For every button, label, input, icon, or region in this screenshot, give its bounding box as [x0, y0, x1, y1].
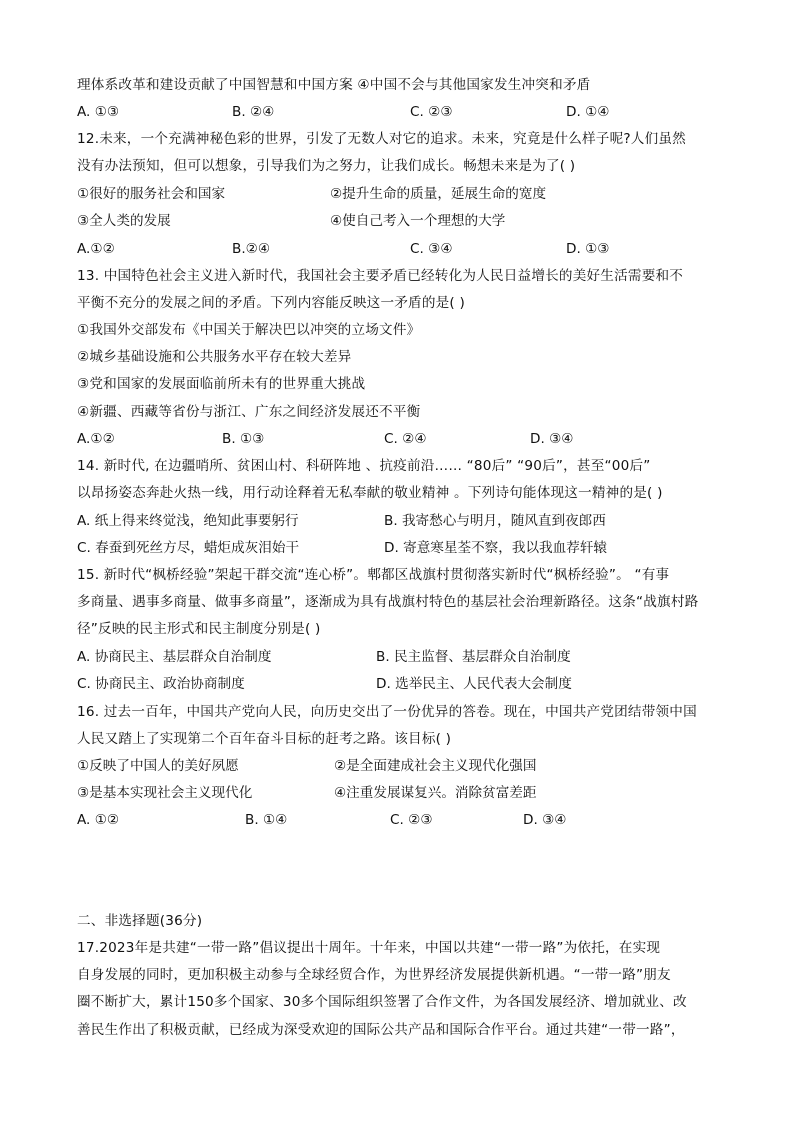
q12-item-1: ①很好的服务社会和国家	[77, 186, 226, 202]
q14-option-a: A. 纸上得来终觉浅，绝知此事要躬行	[77, 513, 299, 529]
q13-stem-line-2: 平衡不充分的发展之间的矛盾。下列内容能反映这一矛盾的是( )	[77, 295, 465, 311]
q17-line-1: 17.2023年是共建“一带一路”倡议提出十周年。十年来，中国以共建“一带一路”为依托，在实现	[77, 940, 661, 956]
q12-item-3: ③全人类的发展	[77, 213, 171, 229]
q13-item-4: ④新疆、西藏等省份与浙江、广东之间经济发展还不平衡	[77, 404, 421, 420]
q15-option-d: D. 选举民主、人民代表大会制度	[376, 676, 572, 692]
q12-option-c: C. ③④	[410, 241, 453, 257]
q16-option-d: D. ③④	[523, 812, 567, 828]
q11-option-c: C. ②③	[410, 104, 453, 120]
q13-stem-line-1: 13. 中国特色社会主义进入新时代，我国社会主要矛盾已经转化为人民日益增长的美好生活需要和不	[77, 268, 684, 284]
q14-stem-line-2: 以昂扬姿态奔赴火热一线，用行动诠释着无私奉献的敬业精神 。下列诗句能体现这一精神的是( )	[77, 485, 663, 501]
q13-option-d: D. ③④	[530, 431, 574, 447]
q12-stem-line-1: 12.未来，一个充满神秘色彩的世界，引发了无数人对它的追求。未来，究竟是什么样子呢?人们虽然	[77, 131, 686, 147]
q16-item-3: ③是基本实现社会主义现代化	[77, 785, 253, 801]
q13-item-1: ①我国外交部发布《中国关于解决巴以冲突的立场文件》	[77, 322, 421, 338]
q16-stem-line-1: 16. 过去一百年，中国共产党向人民，向历史交出了一份优异的答卷。现在，中国共产党团结带领中国	[77, 704, 697, 720]
q15-option-a: A. 协商民主、基层群众自治制度	[77, 649, 272, 665]
section-heading: 二、非选择题(36分)	[77, 913, 203, 929]
q15-stem-line-1: 15. 新时代“枫桥经验”架起干群交流“连心桥”。郫都区战旗村贯彻落实新时代“枫桥经验”。 “有事	[77, 567, 670, 583]
q14-option-b: B. 我寄愁心与明月，随风直到夜郎西	[384, 513, 606, 529]
q14-option-c: C. 春蚕到死丝方尽，蜡炬成灰泪始干	[77, 540, 300, 556]
q15-stem-line-2: 多商量、遇事多商量、做事多商量”，逐渐成为具有战旗村特色的基层社会治理新路径。这条“战旗村路	[77, 594, 699, 610]
q12-item-2: ②提升生命的质量，延展生命的宽度	[330, 186, 547, 202]
q16-option-b: B. ①④	[245, 812, 288, 828]
q13-option-a: A.①②	[77, 431, 115, 447]
q16-option-a: A. ①②	[77, 812, 120, 828]
q13-item-3: ③党和国家的发展面临前所未有的世界重大挑战	[77, 376, 366, 392]
q14-option-d: D. 寄意寒星荃不察，我以我血荐轩辕	[384, 540, 608, 556]
q13-option-b: B. ①③	[222, 431, 265, 447]
q15-stem-line-3: 径”反映的民主形式和民主制度分别是( )	[77, 621, 321, 637]
q12-option-b: B.②④	[232, 241, 271, 257]
q16-stem-line-2: 人民又踏上了实现第二个百年奋斗目标的赶考之路。该目标( )	[77, 731, 452, 747]
q12-option-a: A.①②	[77, 241, 115, 257]
q12-stem-line-2: 没有办法预知，但可以想象，引导我们为之努力，让我们成长。畅想未来是为了( )	[77, 158, 576, 174]
q16-item-4: ④注重发展谋复兴。消除贫富差距	[334, 785, 537, 801]
q12-item-4: ④使自己考入一个理想的大学	[330, 213, 506, 229]
q11-text-line: 理体系改革和建设贡献了中国智慧和中国方案 ④中国不会与其他国家发生冲突和矛盾	[77, 77, 591, 93]
q15-option-b: B. 民主监督、基层群众自治制度	[376, 649, 571, 665]
q13-option-c: C. ②④	[384, 431, 427, 447]
q13-item-2: ②城乡基础设施和公共服务水平存在较大差异	[77, 349, 352, 365]
q16-option-c: C. ②③	[390, 812, 433, 828]
q17-line-3: 圈不断扩大，累计150多个国家、30多个国际组织签署了合作文件，为各国发展经济、增加就业、改	[77, 994, 687, 1010]
q14-stem-line-1: 14. 新时代, 在边疆哨所、贫困山村、科研阵地 、抗疫前沿…… “80后” “90后”，甚至“00后”	[77, 458, 651, 474]
q17-line-4: 善民生作出了积极贡献，已经成为深受欢迎的国际公共产品和国际合作平台。通过共建“一带一路”，	[77, 1022, 685, 1038]
q15-option-c: C. 协商民主、政治协商制度	[77, 676, 245, 692]
q11-option-d: D. ①④	[566, 104, 610, 120]
q17-line-2: 自身发展的同时，更加积极主动参与全球经贸合作，为世界经济发展提供新机遇。“一带一路”朋友	[77, 967, 671, 983]
q12-option-d: D. ①③	[566, 241, 610, 257]
q11-option-b: B. ②④	[232, 104, 275, 120]
q16-item-2: ②是全面建成社会主义现代化强国	[334, 758, 537, 774]
q16-item-1: ①反映了中国人的美好夙愿	[77, 758, 239, 774]
q11-option-a: A. ①③	[77, 104, 120, 120]
